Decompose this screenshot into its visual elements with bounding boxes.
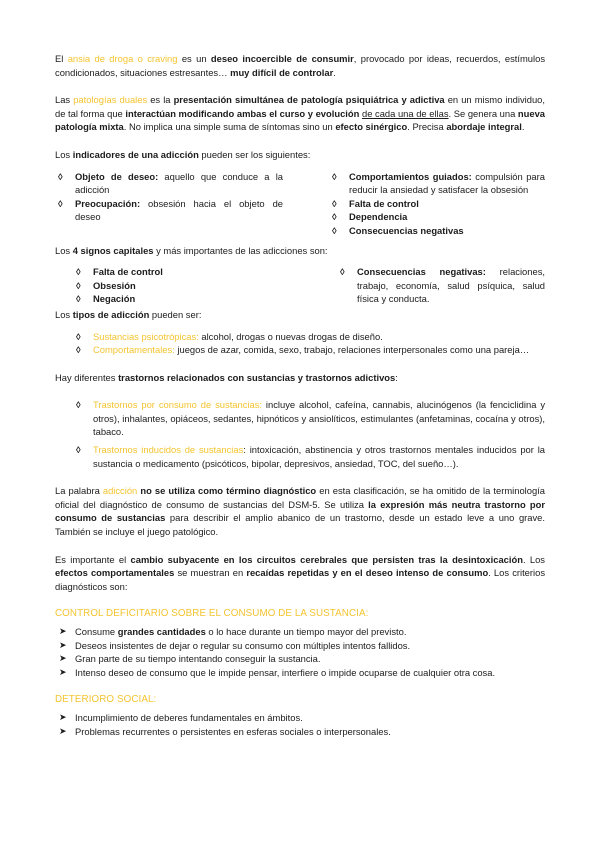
signs-list [55,265,545,306]
indicators-list [55,170,545,238]
dual-pathology-paragraph: Las patologías duales es la presentación simultánea de patología psiquiátrica y adictiva en un mismo individuo, de tal forma que interactúan modificando ambas el curso y evolución de cada una de ellas. Se genera una nueva patología mixta. No implica una simple suma de síntomas sino un efecto sinérgico. Precisa abordaje integral. [55,94,546,133]
list-item: ◊ Dependencia [329,210,545,224]
craving-paragraph: El ansia de droga o craving es un deseo incoercible de consumir, provocado por ideas, recuerdos, estímulos condicionados, situaciones estresantes… muy difícil de controlar. [55,53,546,78]
list-item: ◊ Comportamentales: juegos de azar, comida, sexo, trabajo, relaciones interpersonales como una pareja… [73,343,545,357]
list-item: ◊ Sustancias psicotrópicas: alcohol, drogas o nuevas drogas de diseño. [73,330,545,344]
indicators-left-column [55,170,283,238]
list-item: ➤ Problemas recurrentes o persistentes en esferas sociales o interpersonales. [55,725,545,739]
list-item: ➤ Deseos insistentes de dejar o regular su consumo con múltiples intentos fallidos. [55,639,545,653]
control-criteria-list [55,625,545,679]
list-item: ◊ Objeto de deseo: aquello que conduce a la adicción [55,170,283,197]
indicators-intro: Los indicadores de una adicción pueden ser los siguientes: [55,148,311,160]
list-item: ◊ Trastornos inducidos de sustancias: intoxicación, abstinencia y otros trastornos mentales inducidos por la sustancia o medicamento (psicóticos, bipolar, depresivos, ansiedad, TOC, del sueño…). [73,443,545,470]
addiction-term-paragraph: La palabra adicción no se utiliza como término diagnóstico en esta clasificación, se ha omitido de la terminología oficial del diagnóstico de consumo de sustancias del DSM-5. Se utiliza la expresión más neutra trastorno por consumo de sustancias para describir el amplio abanico de un trastorno, desde un estado leve a uno grave. También se incluye el juego patológico. [55,485,546,538]
list-item: ◊ Comportamientos guiados: compulsión para reducir la ansiedad y satisfacer la obsesión [329,170,545,197]
list-item: ◊ Obsesión [73,279,295,293]
signs-intro: Los 4 signos capitales y más importantes de las adicciones son: [55,244,328,256]
list-item: ◊ Negación [73,292,295,306]
types-intro: Los tipos de adicción pueden ser: [55,308,202,320]
brain-circuits-paragraph: Es importante el cambio subyacente en los circuitos cerebrales que persisten tras la desintoxicación. Los efectos comportamentales se muestran en recaídas repetidas y en el deseo intenso de consumo. Los criterios diagnósticos son: [55,553,546,592]
list-item: ◊ Consecuencias negativas: relaciones, trabajo, economía, salud psíquica, salud física y conducta. [337,265,545,306]
list-item: ◊ Falta de control [329,197,545,211]
list-item: ➤ Incumplimiento de deberes fundamentales en ámbitos. [55,711,545,725]
social-criteria-list [55,711,545,738]
list-item: ◊ Falta de control [73,265,295,279]
types-list [55,330,545,357]
list-item: ➤ Intenso deseo de consumo que le impide pensar, interfiere o impide ocuparse de cualquier otra cosa. [55,666,545,680]
disorders-intro: Hay diferentes trastornos relacionados con sustancias y trastornos adictivos: [55,371,398,383]
list-item: ➤ Gran parte de su tiempo intentando conseguir la sustancia. [55,652,545,666]
signs-right-column [337,265,545,306]
disorders-list [55,398,545,470]
list-item: ◊ Preocupación: obsesión hacia el objeto de deseo [55,197,283,224]
list-item: ◊ Trastornos por consumo de sustancias: incluye alcohol, cafeína, cannabis, alucinógenos (la fenciclidina y otros), inhalantes, opiáceos, sedantes, hipnóticos y ansiolíticos, estimulantes (anfetaminas, cocaína y otros), tabaco. [73,398,545,439]
section-heading-control: CONTROL DEFICITARIO SOBRE EL CONSUMO DE LA SUSTANCIA: [55,608,369,620]
signs-left-column [55,265,295,306]
indicators-right-column [329,170,545,238]
list-item: ◊ Consecuencias negativas [329,224,545,238]
list-item: ➤ Consume grandes cantidades o lo hace durante un tiempo mayor del previsto. [55,625,545,639]
section-heading-social: DETERIORO SOCIAL: [55,694,157,706]
